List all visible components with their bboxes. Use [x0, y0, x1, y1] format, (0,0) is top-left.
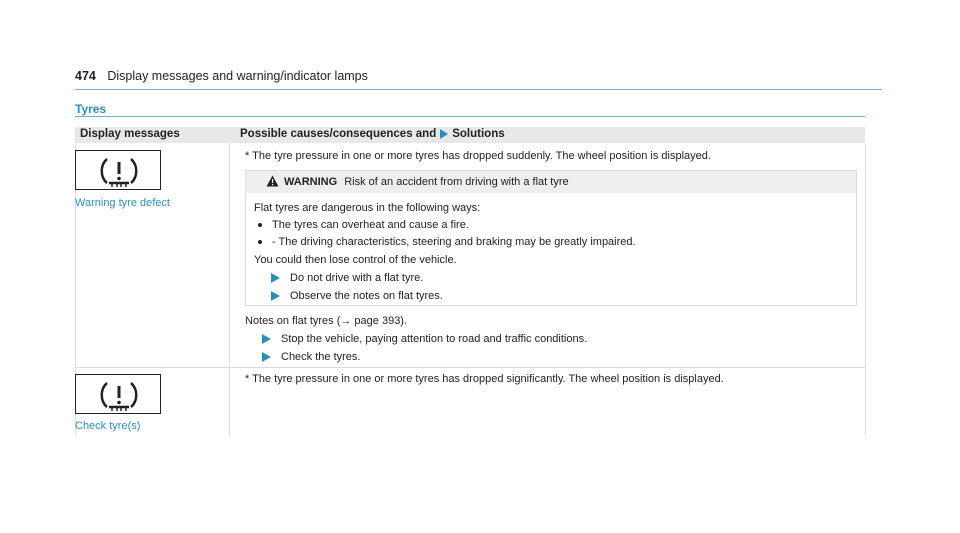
column-header-causes: Possible causes/consequences and Solutions: [240, 128, 505, 140]
message-label-check-tyres: Check tyre(s): [75, 420, 141, 432]
solution-step: Stop the vehicle, paying attention to road and traffic conditions.: [262, 333, 587, 345]
table-right-border: [865, 143, 866, 436]
step-arrow-icon: [262, 352, 271, 362]
message-label-warning-tyre-defect: Warning tyre defect: [75, 197, 170, 209]
warning-step: Observe the notes on flat tyres.: [271, 290, 443, 302]
page-header-title: Display messages and warning/indicator lamps: [107, 69, 368, 83]
tyre-pressure-warning-icon: [75, 150, 161, 190]
table-header: [75, 127, 865, 143]
bullet-icon: [258, 223, 262, 227]
column-divider: [229, 143, 230, 436]
warning-step: Do not drive with a flat tyre.: [271, 272, 423, 284]
bullet-icon: [258, 240, 262, 244]
row-divider: [75, 367, 865, 368]
section-rule: [75, 116, 865, 117]
list-item: - The driving characteristics, steering and braking may be greatly impaired.: [258, 236, 636, 248]
section-title: Tyres: [75, 102, 107, 116]
tyre-pressure-warning-icon: [75, 374, 161, 414]
page-header: [75, 69, 882, 90]
step-arrow-icon: [271, 273, 280, 283]
warning-triangle-icon: [266, 175, 279, 187]
solution-step: Check the tyres.: [262, 351, 360, 363]
row1-description: * The tyre pressure in one or more tyres has dropped suddenly. The wheel position is displayed.: [245, 150, 711, 162]
list-item: The tyres can overheat and cause a fire.: [258, 219, 469, 231]
page-number: 474: [75, 69, 96, 83]
solutions-arrow-icon: [440, 129, 448, 139]
warning-header: [246, 171, 856, 193]
warning-text: Flat tyres are dangerous in the following ways:: [254, 202, 481, 214]
warning-consequence: You could then lose control of the vehicle.: [254, 254, 457, 266]
step-arrow-icon: [262, 334, 271, 344]
row2-description: * The tyre pressure in one or more tyres has dropped significantly. The wheel position is displayed.: [245, 373, 724, 385]
column-header-display-messages: Display messages: [80, 128, 180, 140]
warning-subtitle: Risk of an accident from driving with a flat tyre: [344, 176, 569, 188]
warning-title: WARNING: [284, 176, 338, 188]
flat-tyre-note: Notes on flat tyres (→ page 393).: [245, 315, 408, 327]
step-arrow-icon: [271, 291, 280, 301]
warning-box: [245, 170, 857, 306]
